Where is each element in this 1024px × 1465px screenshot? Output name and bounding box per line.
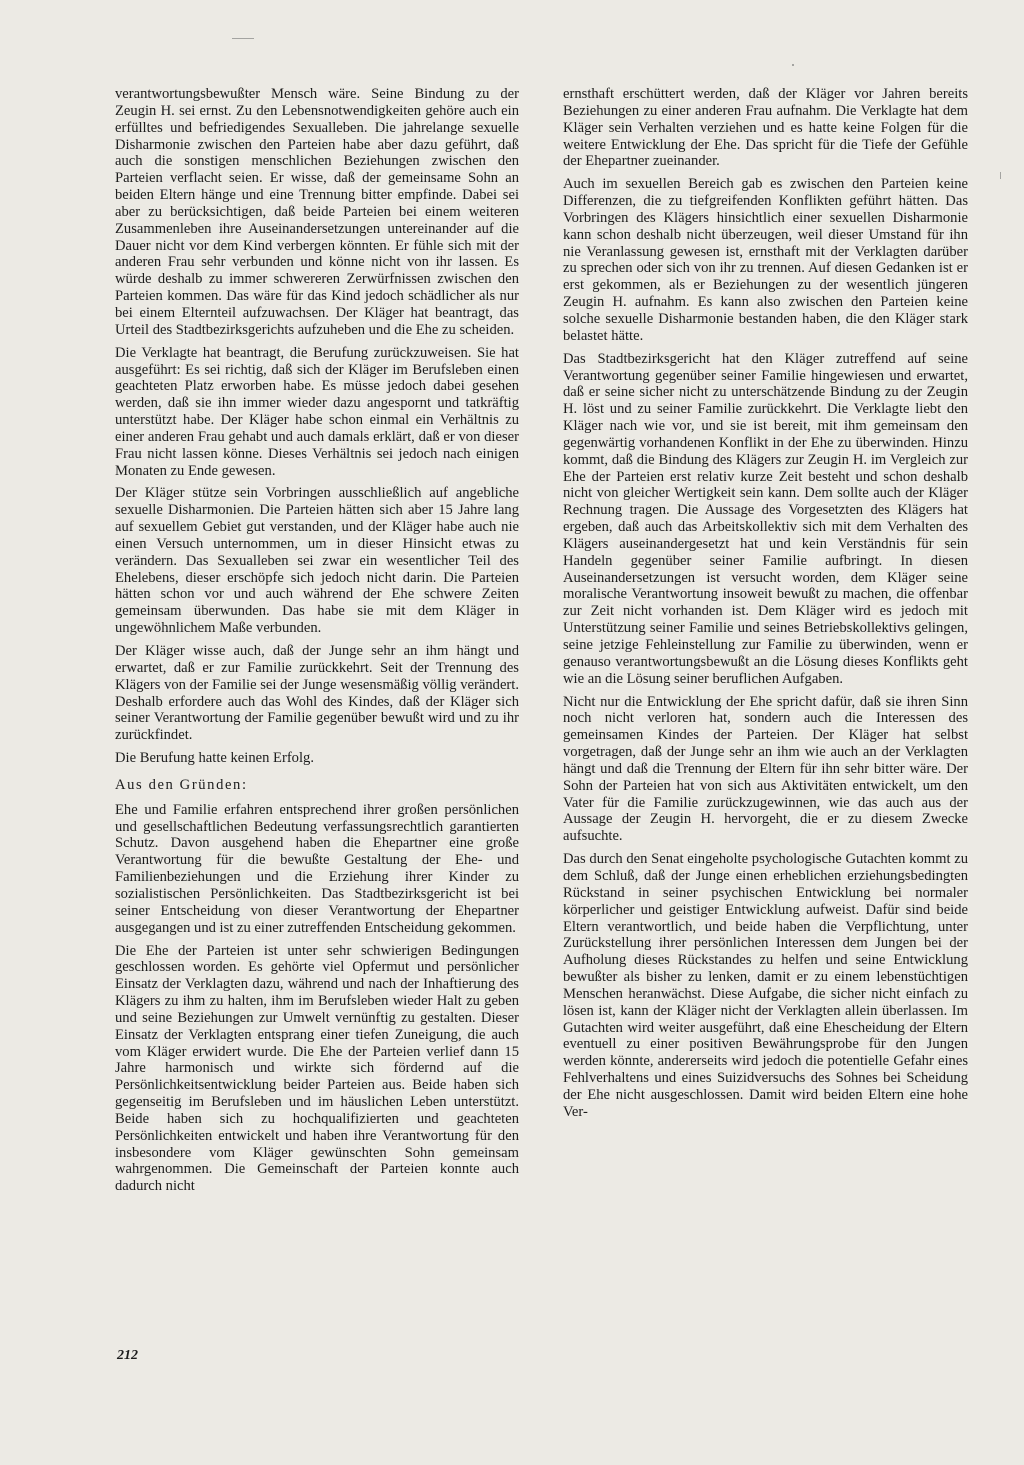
paragraph: ernsthaft erschüttert werden, daß der Kläger vor Jahren bereits Beziehungen zu einer anderen Frau aufnahm. Die Verklagte hat dem Kläger sein Verhalten verziehen und es hatte keine Folgen für die weitere Entwicklung der Ehe. Das spricht für die Tiefe der Gefühle der Ehepartner zueinander.	[563, 86, 968, 170]
paragraph: verantwortungsbewußter Mensch wäre. Seine Bindung zu der Zeugin H. sei ernst. Zu den Lebensnotwendigkeiten gehöre auch ein erfülltes und befriedigendes Sexualleben. Die jahrelange sexuelle Disharmonie zwischen den Parteien habe aber dazu geführt, daß auch die sonstigen menschlichen Beziehungen zwischen den Parteien verflacht seien. Er wisse, daß der gemeinsame Sohn an beiden Eltern hänge und eine Trennung bitter empfinde. Dabei sei aber zu berücksichtigen, daß beide Parteien bei einem weiteren Zusammenleben ihre Auseinandersetzungen untereinander auf die Dauer nicht vor dem Kind verbergen könnten. Er fühle sich mit der anderen Frau sehr verbunden und könne nicht von ihr lassen. Es würde deshalb zu immer schwereren Zerwürfnissen zwischen den Parteien kommen. Das wäre für das Kind jedoch schädlicher als nur bei einem Elternteil aufzuwachsen. Der Kläger hat beantragt, das Urteil des Stadtbezirksgerichts aufzuheben und die Ehe zu scheiden.	[115, 86, 519, 338]
paragraph: Der Kläger wisse auch, daß der Junge sehr an ihm hängt und erwartet, daß er zur Familie zurückkehrt. Seit der Trennung des Klägers von der Familie sei der Junge wesensmäßig völlig verändert. Deshalb erfordere auch das Wohl des Kindes, daß der Kläger sich seiner Verantwortung der Familie gegenüber bewußt wird und zu ihr zurückfindet.	[115, 643, 519, 744]
paragraph: Die Verklagte hat beantragt, die Berufung zurückzuweisen. Sie hat ausgeführt: Es sei richtig, daß sich der Kläger im Berufsleben einen geachteten Platz erworben habe. Es müsse jedoch dabei gesehen werden, daß sie ihn immer wieder dazu angespornt und tatkräftig unterstützt habe. Der Kläger habe schon einmal ein Verhältnis zu einer anderen Frau gehabt und auch damals erklärt, daß er von dieser Frau nicht lassen könne. Dieses Verhältnis sei jedoch nach einigen Monaten zu Ende gewesen.	[115, 344, 519, 479]
paragraph: Ehe und Familie erfahren entsprechend ihrer großen persönlichen und gesellschaftlichen Bedeutung verfassungsrechtlich garantierten Schutz. Davon ausgehend haben die Ehepartner eine große Verantwortung für die bewußte Gestaltung der Ehe- und Familienbeziehungen und die Erziehung ihrer Kinder zu sozialistischen Persönlichkeiten. Das Stadtbezirksgericht ist bei seiner Entscheidung von dieser Verantwortung der Ehepartner ausgegangen und ist zu einer zutreffenden Entscheidung gekommen.	[115, 801, 519, 936]
paragraph: Der Kläger stütze sein Vorbringen ausschließlich auf angebliche sexuelle Disharmonien. Die Parteien hätten sich aber 15 Jahre lang auf sexuellem Gebiet gut verstanden, und der Kläger habe auch nie einen Versuch unternommen, um in dieser Hinsicht etwas zu verändern. Das Sexualleben sei zwar ein wesentlicher Teil des Ehelebens, dieser erschöpfe sich jedoch nicht darin. Die Parteien hätten schon vor und auch während der Ehe schwere Zeiten gemeinsam überwunden. Das habe sie mit dem Kläger in ungewöhnlichem Maße verbunden.	[115, 485, 519, 637]
right-column	[563, 86, 968, 1121]
paragraph: Auch im sexuellen Bereich gab es zwischen den Parteien keine Differenzen, die zu tiefgreifenden Konflikten geführt hätten. Das Vorbringen des Klägers hinsichtlich einer sexuellen Disharmonie kann schon deshalb nicht überzeugen, weil dieser Umstand für ihn nie Veranlassung gewesen ist, ernsthaft mit der Verklagten darüber zu sprechen oder sich von ihr zu trennen. Auf diesen Gedanken ist er erst gekommen, als er Beziehungen zu der wesentlich jüngeren Zeugin H. aufnahm. Es kann also zwischen den Parteien keine solche sexuelle Disharmonie bestanden haben, die den Kläger stark belastet hätte.	[563, 176, 968, 344]
scan-speck	[792, 64, 794, 66]
scan-speck	[232, 38, 254, 39]
paragraph: Das durch den Senat eingeholte psychologische Gutachten kommt zu dem Schluß, daß der Junge einen erheblichen erziehungsbedingten Rückstand in seiner psychischen Entwicklung bei normaler körperlicher und geistiger Entwicklung aufweist. Dafür sind beide Eltern verantwortlich, und beide haben die Verpflichtung, unter Zurückstellung ihrer persönlichen Interessen dem Jungen bei der Aufholung dieses Rückstandes zu helfen und seine Entwicklung bewußter als bisher zu lenken, damit er zu einem lebenstüchtigen Menschen heranwächst. Diese Aufgabe, die sicher nicht einfach zu lösen ist, kann der Kläger nicht der Verklagten allein überlassen. Im Gutachten wird weiter ausgeführt, daß eine Ehescheidung der Eltern eventuell zu einer positiven Bewährungsprobe für den Jungen werden könnte, andererseits wird jedoch die potentielle Gefahr eines Fehlverhaltens und eines Suizidversuchs des Sohnes bei Scheidung der Ehe nicht ausgeschlossen. Damit wird beiden Eltern eine hohe Ver-	[563, 851, 968, 1120]
paragraph: Die Ehe der Parteien ist unter sehr schwierigen Bedingungen geschlossen worden. Es gehörte viel Opfermut und persönlicher Einsatz der Verklagten dazu, während und nach der Inhaftierung des Klägers zu ihm zu halten, ihm im Berufsleben wieder Halt zu geben und seine Beziehungen zur Umwelt vernünftig zu gestalten. Dieser Einsatz der Verklagten entsprang einer tiefen Zuneigung, die auch vom Kläger erwidert wurde. Die Ehe der Parteien verlief dann 15 Jahre harmonisch und wirkte sich fördernd auf die Persönlichkeitsentwicklung beider Parteien aus. Beide haben sich gegenseitig im Berufsleben und im häuslichen Leben unterstützt. Beide haben sich zu hochqualifizierten und geachteten Persönlichkeiten entwickelt und haben ihre Verantwortung für den insbesondere vom Kläger gewünschten Sohn gemeinsam wahrgenommen. Die Gemeinschaft der Parteien konnte auch dadurch nicht	[115, 942, 519, 1195]
paragraph: Die Berufung hatte keinen Erfolg.	[115, 750, 314, 767]
section-heading: Aus den Gründen:	[115, 776, 248, 793]
left-column	[115, 86, 519, 1195]
page-number: 212	[117, 1348, 138, 1363]
paragraph: Nicht nur die Entwicklung der Ehe spricht dafür, daß sie ihren Sinn noch nicht verloren hat, sondern auch die Interessen des gemeinsamen Kindes der Parteien. Der Kläger hat selbst vorgetragen, daß der Junge sehr an ihm wie auch an der Verklagten hängt und daß die Trennung der Eltern für ihn sehr bitter wäre. Der Sohn der Parteien hat von sich aus Aktivitäten entwickelt, um den Vater für die Familie zurückzugewinnen, wie das auch aus der Aussage der Zeugin H. hervorgeht, die er zu diesem Zwecke aufsuchte.	[563, 693, 968, 845]
paragraph: Das Stadtbezirksgericht hat den Kläger zutreffend auf seine Verantwortung gegenüber seiner Familie hingewiesen und erwartet, daß er seine sicher nicht zu unterschätzende Bindung zu der Zeugin H. löst und zu seiner Familie zurückkehrt. Die Verklagte liebt den Kläger nach wie vor, und sie ist bereit, mit ihm gemeinsam den gegenwärtig vorhandenen Konflikt in der Ehe zu überwinden. Hinzu kommt, daß die Bindung des Klägers zur Zeugin H. im Vergleich zur Ehe der Parteien erst relativ kurze Zeit besteht und schon deshalb nicht von gleicher Wertigkeit sein kann. Dem sollte auch der Kläger Rechnung tragen. Die Aussage des Vorgesetzten des Klägers hat ergeben, daß auch das Arbeitskollektiv sich mit dem Verhalten des Klägers auseinandergesetzt hat und kein Verständnis für sein Handeln gegenüber seiner Familie aufbringt. In diesen Auseinandersetzungen ist versucht worden, dem Kläger seine moralische Verantwortung insoweit bewußt zu machen, die offenbar zur Zeit nicht vorhanden ist. Dem Kläger wird es jedoch mit Unterstützung seiner Familie und seines Betriebskollektivs gelingen, seine jetzige Fehleinstellung zur Familie zu überwinden, wenn er genauso verantwortungsbewußt an die Lösung dieses Konflikts geht wie an die Lösung seiner beruflichen Aufgaben.	[563, 350, 968, 687]
scan-speck	[1000, 172, 1001, 179]
